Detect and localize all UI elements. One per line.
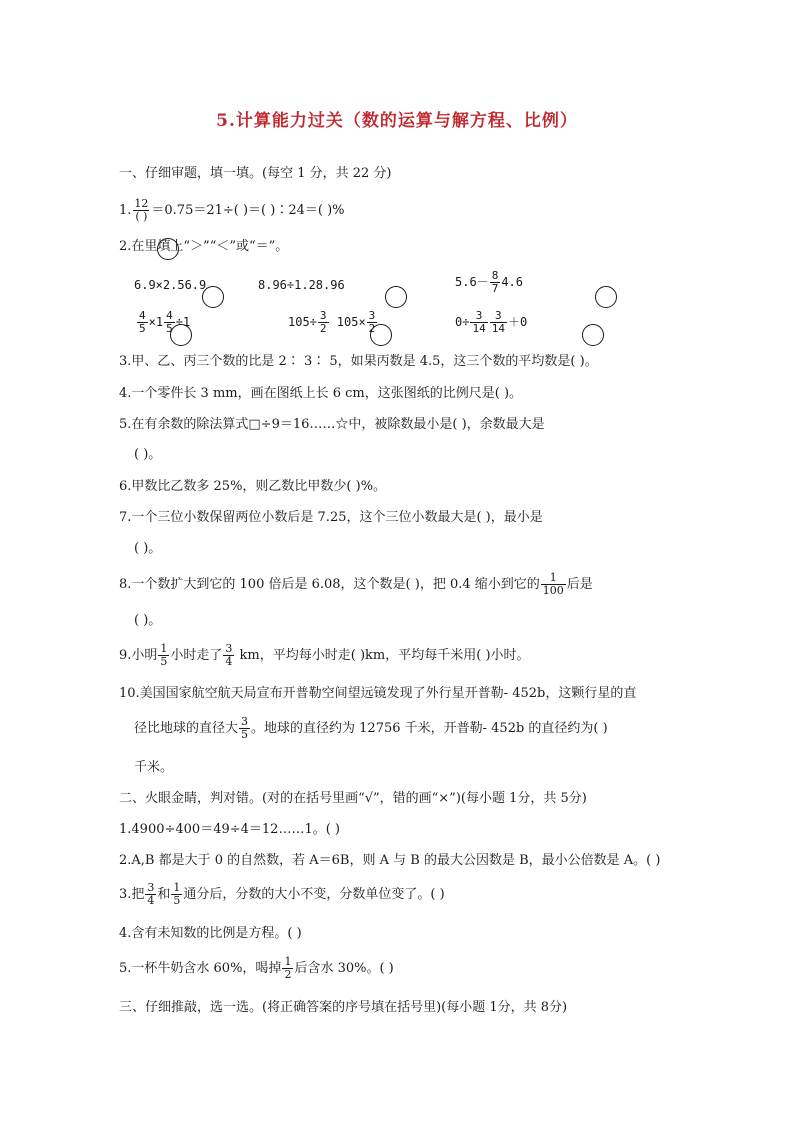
- compare-item: 6.9×2.56.9: [134, 278, 207, 292]
- fraction: $\frac{8}{7}$: [491, 269, 499, 295]
- judge-question-1: 1.4900÷400＝49÷4＝12……1。( ): [119, 822, 340, 837]
- answer-circle[interactable]: [157, 238, 179, 260]
- section-2-heading: 二、火眼金睛，判对错。(对的在括号里画“√”，错的画“×”)(每小题 1分，共 5分): [119, 791, 587, 806]
- fraction: $\frac{1}{5}$: [173, 881, 181, 907]
- question-2: 2.在里填上“＞”“＜”或“＝”。: [119, 239, 289, 254]
- fraction: $\frac{12}{( )}$: [134, 197, 149, 223]
- judge-question-5: 5.一杯牛奶含水 60%，喝掉 $\frac{1}{2}$ 后含水 30%。( ): [119, 955, 394, 981]
- answer-circle[interactable]: [582, 324, 604, 346]
- fraction: $\frac{3}{14}$: [491, 309, 505, 335]
- question-10: 10.美国国家航空航天局宣布开普勒空间望远镜发现了外行星开普勒- 452b，这颗行星的直: [119, 686, 637, 701]
- question-8: 8.一个数扩大到它的 100 倍后是 6.08，这个数是( )，把 0.4 缩小到它的 $\frac{1}{100}$ 后是: [119, 571, 593, 597]
- fraction: $\frac{4}{5}$: [139, 309, 146, 335]
- question-10-cont: 径比地球的直径大 $\frac{3}{5}$ 。地球的直径约为 12756 千米，开普勒- 452b 的直径约为( ): [134, 715, 608, 741]
- fraction: $\frac{1}{5}$: [160, 642, 168, 668]
- compare-item: $\frac{4}{5}$ ×1 $\frac{4}{5}$ ÷1: [139, 309, 191, 335]
- question-5-cont: ( )。: [134, 447, 162, 462]
- fraction: $\frac{3}{4}$: [225, 642, 233, 668]
- section-1-heading: 一、仔细审题，填一填。(每空 1 分，共 22 分): [119, 166, 392, 181]
- question-7: 7.一个三位小数保留两位小数后是 7.25，这个三位小数最大是( )，最小是: [119, 510, 543, 525]
- question-9: 9.小明 $\frac{1}{5}$ 小时走了 $\frac{3}{4}$ km，平均每小时走( )km，平均每千米用( )小时。: [119, 642, 530, 668]
- judge-question-3: 3.把 $\frac{3}{4}$ 和 $\frac{1}{5}$ 通分后，分数的大小不变，分数单位变了。( ): [119, 881, 445, 907]
- fraction: $\frac{1}{2}$: [284, 955, 292, 981]
- fraction: $\frac{3}{2}$: [319, 309, 327, 335]
- compare-item: 105÷ $\frac{3}{2}$ 105× $\frac{3}{2}$: [288, 309, 376, 335]
- fraction: $\frac{3}{4}$: [147, 881, 155, 907]
- compare-item: 8.96÷1.28.96: [258, 278, 345, 292]
- question-8-cont: ( )。: [134, 613, 162, 628]
- judge-question-2: 2.A,B 都是大于 0 的自然数，若 A＝6B，则 A 与 B 的最大公因数是 B，最小公倍数是 A。( ): [119, 853, 661, 868]
- answer-circle[interactable]: [202, 286, 224, 308]
- compare-item: 0÷ $\frac{3}{14}$ $\frac{3}{14}$ ＋0: [455, 309, 528, 335]
- question-5: 5.在有余数的除法算式□÷9＝16……☆中，被除数最小是( )，余数最大是: [119, 417, 545, 432]
- question-3: 3.甲、乙、丙三个数的比是 2∶ 3∶ 5，如果丙数是 4.5，这三个数的平均数是( )。: [119, 354, 598, 369]
- fraction: $\frac{3}{5}$: [241, 715, 249, 741]
- question-10-end: 千米。: [134, 760, 174, 775]
- page-title: 5.计算能力过关（数的运算与解方程、比例）: [216, 111, 578, 131]
- question-7-cont: ( )。: [134, 541, 162, 556]
- fraction: $\frac{4}{5}$: [166, 309, 173, 335]
- answer-circle[interactable]: [170, 324, 192, 346]
- question-6: 6.甲数比乙数多 25%，则乙数比甲数少( )%。: [119, 479, 387, 494]
- answer-circle[interactable]: [595, 286, 617, 308]
- question-1: 1. $\frac{12}{( )}$ ＝0.75＝21÷( )＝( )∶24＝( )%: [119, 197, 345, 223]
- answer-circle[interactable]: [370, 324, 392, 346]
- question-4: 4.一个零件长 3 mm，画在图纸上长 6 cm，这张图纸的比例尺是( )。: [119, 386, 523, 401]
- fraction: $\frac{3}{2}$: [368, 309, 376, 335]
- judge-question-4: 4.含有未知数的比例是方程。( ): [119, 926, 302, 941]
- answer-circle[interactable]: [385, 286, 407, 308]
- fraction: $\frac{3}{14}$: [472, 309, 486, 335]
- compare-item: 5.6－ $\frac{8}{7}$ 4.6: [455, 269, 523, 295]
- section-3-heading: 三、仔细推敲，选一选。(将正确答案的序号填在括号里)(每小题 1分，共 8分): [119, 1000, 568, 1015]
- fraction: $\frac{1}{100}$: [542, 571, 564, 597]
